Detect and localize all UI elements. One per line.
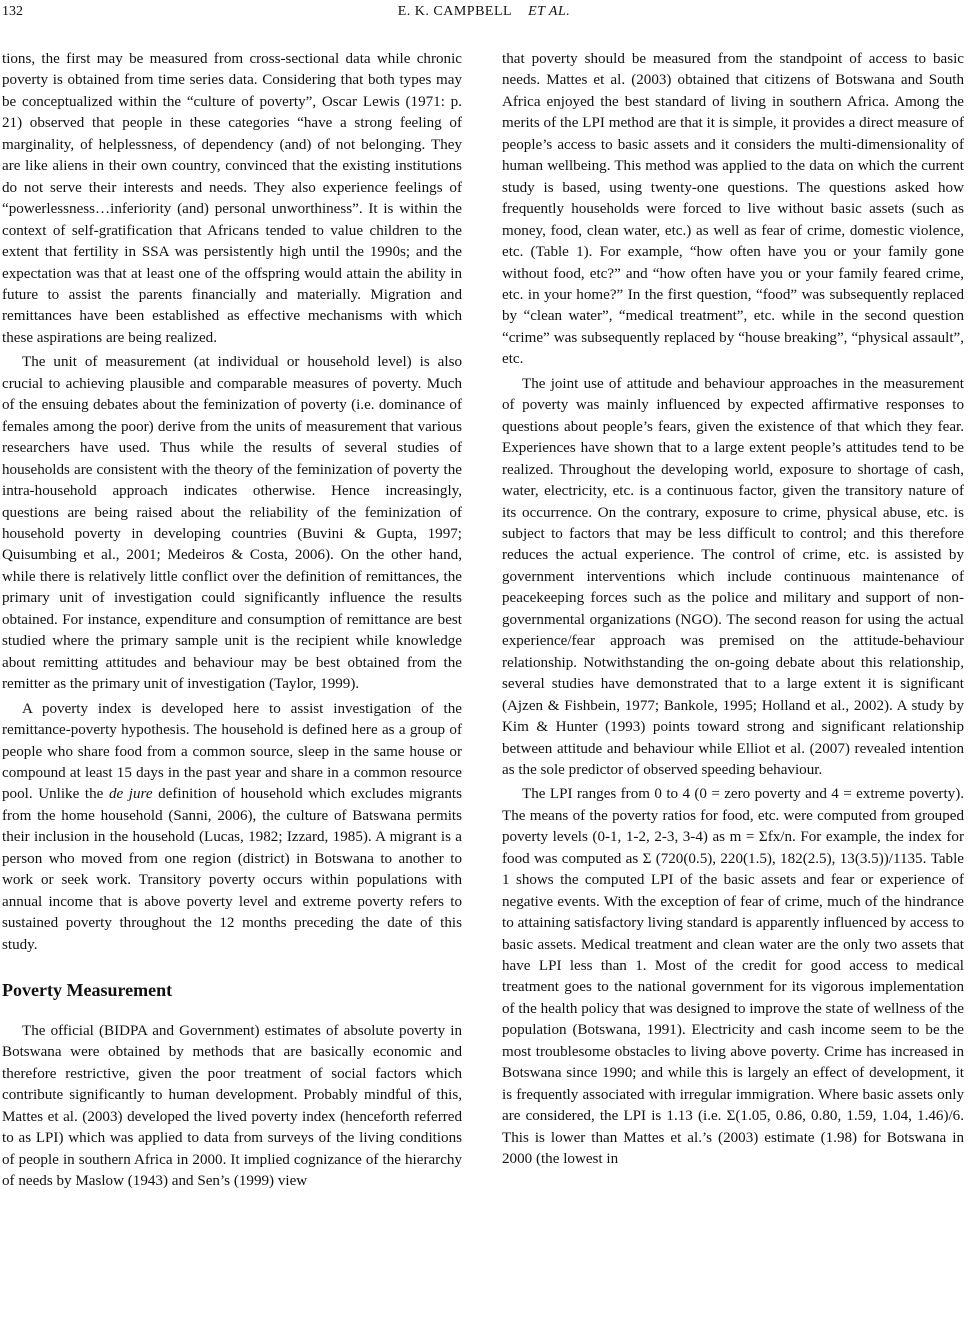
page-header [0,4,968,26]
left-paragraph-2: The unit of measurement (at individual or household level) is also crucial to achieving plausible and comparable measures of poverty. Much of the ensuing debates about the feminization of poverty (i.e. dominance of females among the poor) derive from the units of measurement that various researchers have used. Thus while the results of several studies of households are consistent with the theory of the feminization of poverty the intra-household approach indicates otherwise. Hence increasingly, questions are being raised about the reliability of the feminization of household poverty in developing countries (Buvini & Gupta, 1997; Quisumbing et al., 2001; Medeiros & Costa, 2006). On the other hand, while there is relatively little conflict over the definition of remittances, the primary unit of investigation could significantly influence the results obtained. For instance, expenditure and consumption of remittance are best studied where the primary sample unit is the recipient while knowledge about remitting attitudes and behaviour may be best obtained from the remitter as the primary unit of investigation (Taylor, 1999). [2,354,462,693]
running-head [0,4,968,20]
left-column [2,49,462,1193]
page-number: 132 [2,4,23,19]
right-paragraph-2: The joint use of attitude and behaviour approaches in the measurement of poverty was mainly influenced by expected affirmative responses to questions about people’s fears, given the existence of that which they fear. Experiences have shown that to a large extent people’s attitudes tend to be realized. Throughout the developing world, exposure to shortage of cash, water, electricity, etc. is a continuous factor, given the transitory nature of its occurrence. On the contrary, exposure to crime, physical abuse, etc. is subject to factors that may be less difficult to control; and this therefore reduces the actual experience. The control of crime, etc. is assisted by government interventions which include continuous maintenance of peacekeeping forces such as the police and military and support of non-governmental organizations (NGO). The second reason for using the actual experience/fear approach was premised on the attitude-behaviour relationship. Notwithstanding the on-going debate about this relationship, several studies have demonstrated that to a large extent it is significant (Ajzen & Fishbein, 1977; Bankole, 1995; Holland et al., 2002). A study by Kim & Hunter (1993) points toward strong and significant relationship between attitude and behaviour while Elliot et al. (2007) revealed intention as the sole predictor of observed speeding behaviour. [502,375,964,778]
right-paragraph-1: that poverty should be measured from the standpoint of access to basic needs. Mattes et al. (2003) obtained that citizens of Botswana and South Africa enjoyed the best standard of living in southern Africa. Among the merits of the LPI method are that it is simple, it provides a direct measure of people’s access to basic assets and it considers the multi-dimensionality of human wellbeing. This method was applied to the data on which the current study is based, using twenty-one questions. The questions asked how frequently households were forced to live without basic assets (such as money, food, clean water, etc.) as well as fear of crime, domestic violence, etc. (Table 1). For example, “how often have you or your family gone without food, etc?” and “how often have you or your family feared crime, etc. in your home?” In the first question, “food” was subsequently replaced by “clean water”, “medical treatment”, etc. while in the second question “crime” was subsequently replaced by “house breaking”, “physical assault”, etc. [502,51,964,368]
section-heading: Poverty Measurement [2,980,173,1001]
running-head-author: E. K. CAMPBELL [397,4,513,19]
right-column [502,49,964,1171]
running-head-et-al: ET AL. [528,4,571,19]
left-paragraph-3 [2,699,462,956]
left-paragraph-1: tions, the first may be measured from cross-sectional data while chronic poverty is obtained from time series data. Considering that both types may be conceptualized within the “culture of poverty”, Oscar Lewis (1971: p. 21) observed that people in these categories “have a strong feeling of marginality, of helplessness, of dependency (and) of not belonging. They are like aliens in their own country, convinced that the existing institutions do not serve their interests and needs. They also experience feelings of “powerlessness…inferiority (and) personal unworthiness”. It is within the context of self-gratification that Africans tended to value children to the extent that fertility in SSA was persistently high until the 1990s; and the expectation was that at least one of the offspring would attain the ability in future to assist the parents financially and materially. Migration and remittances have been established as effective mechanisms with which these aspirations are being realized. [2,51,462,346]
left-paragraph-3-part-b: definition of household which excludes migrants from the home household (Sanni, 2006), the culture of Batswana permits their inclusion in the household (Lucas, 1982; Izzard, 1985). A migrant is a person who moved from one region (district) in Botswana to another to work or seek work. Transitory poverty occurs within populations with annual income that is above poverty level and extreme poverty refers to sustained poverty throughout the 12 months preceding the date of this study. [2,786,462,953]
left-paragraph-4: The official (BIDPA and Government) estimates of absolute poverty in Botswana were obtained by methods that are basically economic and therefore restrictive, given the poor treatment of social factors which contribute significantly to human development. Probably mindful of this, Mattes et al. (2003) developed the lived poverty index (henceforth referred to as LPI) which was applied to data from surveys of the living conditions of people in southern Africa in 2000. It implied cognizance of the hierarchy of needs by Maslow (1943) and Sen’s (1999) view [2,1023,462,1190]
right-paragraph-3: The LPI ranges from 0 to 4 (0 = zero poverty and 4 = extreme poverty). The means of the poverty ratios for food, etc. were computed from grouped poverty levels (0-1, 1-2, 2-3, 3-4) as m = Σfx/n. For example, the index for food was computed as Σ (720(0.5), 220(1.5), 182(2.5), 13(3.5))/1135. Table 1 shows the computed LPI of the basic assets and fear or experience of negative events. With the exception of fear of crime, much of the hindrance to attaining satisfactory living standard is apparently influenced by access to basic assets. Medical treatment and clean water are the only two assets that have LPI less than 1. Most of the credit for good access to medical treatment goes to the national government for its vigorous implementation of the health policy that was designed to improve the state of wellness of the population (Botswana, 1991). Electricity and cash income seem to be the most troublesome obstacles to living above poverty. Crime has increased in Botswana since 1990; and while this is largely an effect of development, it is frequently associated with irregular immigration. Where basic assets only are considered, the LPI is 1.13 (i.e. Σ(1.05, 0.86, 0.80, 1.59, 1.04, 1.46)/6. This is lower than Mattes et al.’s (2003) estimate (1.98) for Botswana in 2000 (the lowest in [502,786,964,1168]
de-jure-italic: de jure [108,786,153,803]
left-paragraph-3-part-a: A poverty index is developed here to assist investigation of the remittance-poverty hypothesis. The household is defined here as a group of people who share food from a common source, sleep in the same house or compound at least 15 days in the past year and share in a common resource pool. Unlike the [2,700,462,803]
